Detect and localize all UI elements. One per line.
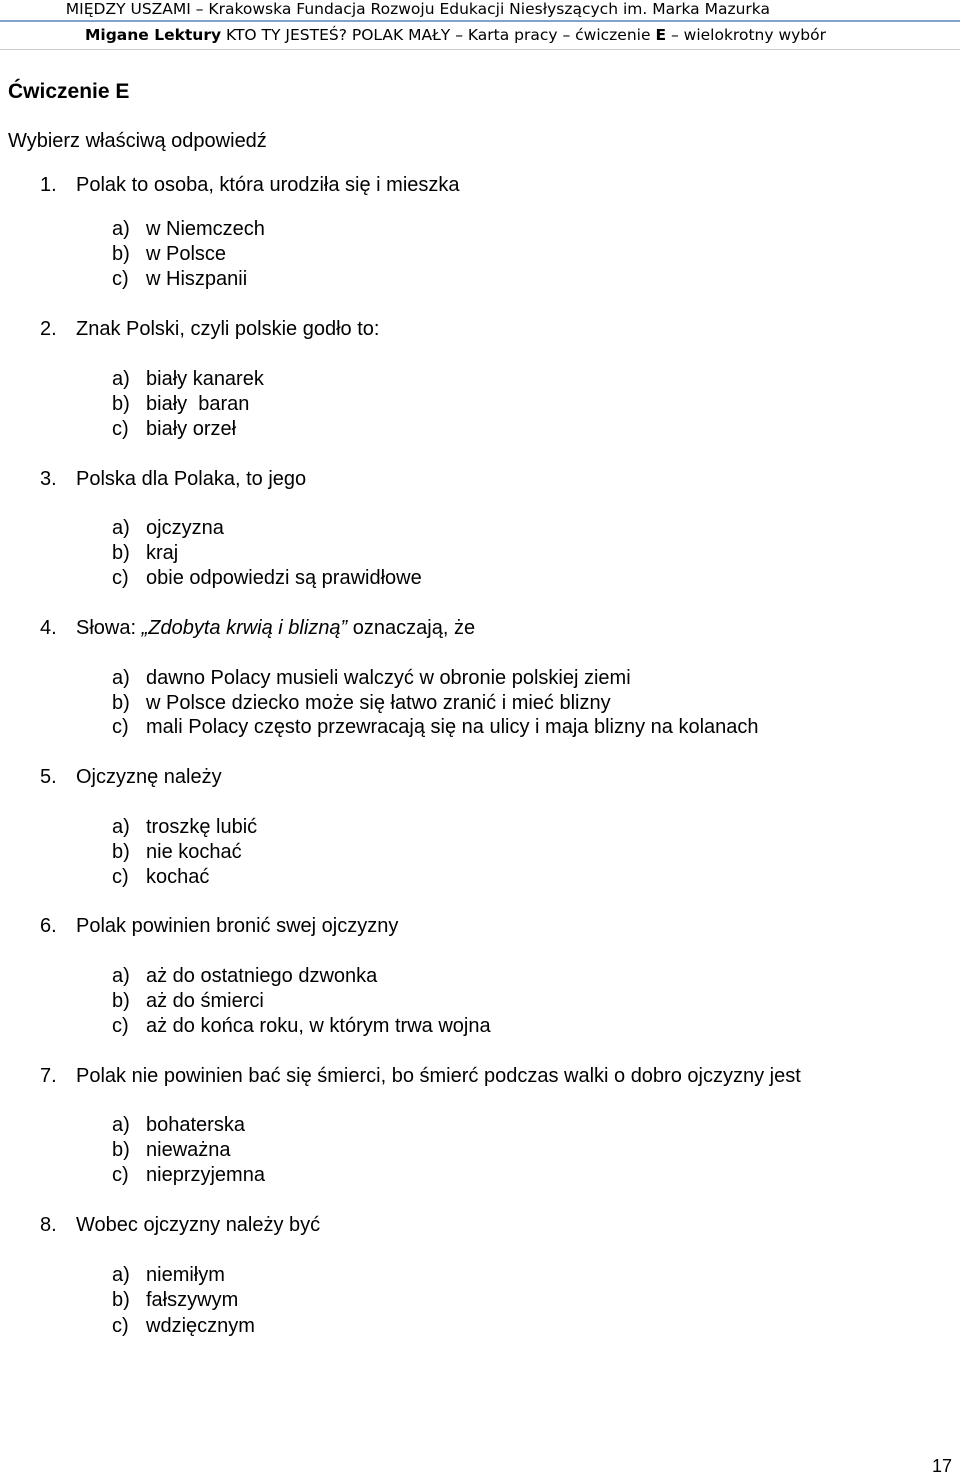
option-text: w Polsce bbox=[146, 243, 227, 265]
option-letter: b) bbox=[112, 1139, 130, 1161]
option-letter: a) bbox=[112, 368, 130, 390]
header-line-1: MIĘDZY USZAMI – Krakowska Fundacja Rozwoju Edukacji Niesłyszących im. Marka Mazurka bbox=[65, 0, 770, 18]
question-5 bbox=[40, 766, 222, 789]
option-letter: b) bbox=[112, 1289, 130, 1311]
question-number: 1. bbox=[40, 174, 57, 196]
option-text: troszkę lubić bbox=[146, 816, 258, 838]
option-text: aż do śmierci bbox=[146, 990, 264, 1012]
option-7c[interactable] bbox=[112, 1164, 265, 1187]
header-divider bbox=[0, 20, 960, 22]
option-2b[interactable] bbox=[112, 393, 249, 416]
option-letter: b) bbox=[112, 243, 130, 265]
question-text: Polak nie powinien bać się śmierci, bo śmierć podczas walki o dobro ojczyzny jest bbox=[76, 1065, 801, 1087]
question-text: Znak Polski, czyli polskie godło to: bbox=[76, 318, 380, 340]
page-number: 17 bbox=[931, 1456, 952, 1476]
option-1a[interactable] bbox=[112, 218, 265, 241]
option-text: w Niemczech bbox=[146, 218, 265, 240]
option-letter: a) bbox=[112, 816, 130, 838]
question-text: Polak to osoba, która urodziła się i mieszka bbox=[76, 174, 460, 196]
option-7b[interactable] bbox=[112, 1139, 231, 1162]
option-letter: c) bbox=[112, 1015, 129, 1037]
question-number: 4. bbox=[40, 617, 57, 639]
option-letter: b) bbox=[112, 841, 130, 863]
option-8a[interactable] bbox=[112, 1264, 225, 1287]
header-line-2 bbox=[85, 26, 826, 44]
question-text: Ojczyznę należy bbox=[76, 766, 222, 788]
option-4c[interactable] bbox=[112, 716, 759, 739]
option-letter: c) bbox=[112, 716, 129, 738]
option-6a[interactable] bbox=[112, 965, 377, 988]
option-text: mali Polacy często przewracają się na ulicy i maja blizny na kolanach bbox=[146, 716, 759, 738]
question-number: 8. bbox=[40, 1214, 57, 1236]
option-text: nieważna bbox=[146, 1139, 231, 1161]
question-number: 7. bbox=[40, 1065, 57, 1087]
option-5c[interactable] bbox=[112, 866, 209, 889]
option-text: w Polsce dziecko może się łatwo zranić i mieć blizny bbox=[146, 692, 611, 714]
question-number: 2. bbox=[40, 318, 57, 340]
option-text: w Hiszpanii bbox=[146, 268, 248, 290]
option-text: obie odpowiedzi są prawidłowe bbox=[146, 567, 422, 589]
option-text: aż do końca roku, w którym trwa wojna bbox=[146, 1015, 491, 1037]
option-text: kochać bbox=[146, 866, 210, 888]
exercise-title: Ćwiczenie E bbox=[8, 80, 130, 103]
option-8c[interactable] bbox=[112, 1315, 255, 1338]
option-letter: b) bbox=[112, 692, 130, 714]
question-text: Polak powinien bronić swej ojczyzny bbox=[76, 915, 399, 937]
option-letter: a) bbox=[112, 1114, 130, 1136]
option-1c[interactable] bbox=[112, 268, 247, 291]
option-text: wdzięcznym bbox=[146, 1315, 255, 1337]
option-3b[interactable] bbox=[112, 542, 178, 565]
question-text-end: oznaczają, że bbox=[347, 617, 476, 639]
question-2 bbox=[40, 318, 379, 341]
question-3 bbox=[40, 468, 306, 491]
option-3a[interactable] bbox=[112, 517, 224, 540]
option-5a[interactable] bbox=[112, 816, 257, 839]
option-text: dawno Polacy musieli walczyć w obronie polskiej ziemi bbox=[146, 667, 631, 689]
option-6b[interactable] bbox=[112, 990, 264, 1013]
question-8 bbox=[40, 1214, 320, 1237]
option-4a[interactable] bbox=[112, 667, 631, 690]
option-letter: a) bbox=[112, 517, 130, 539]
question-text: Słowa: bbox=[76, 617, 142, 639]
option-text: biały kanarek bbox=[146, 368, 264, 390]
option-text: bohaterska bbox=[146, 1114, 245, 1136]
option-letter: c) bbox=[112, 418, 129, 440]
option-4b[interactable] bbox=[112, 692, 611, 715]
option-text: ojczyzna bbox=[146, 517, 224, 539]
option-letter: c) bbox=[112, 268, 129, 290]
option-letter: a) bbox=[112, 667, 130, 689]
question-number: 3. bbox=[40, 468, 57, 490]
option-text: fałszywym bbox=[146, 1289, 239, 1311]
option-6c[interactable] bbox=[112, 1015, 491, 1038]
question-quote: „Zdobyta krwią i blizną” bbox=[141, 617, 348, 639]
option-2a[interactable] bbox=[112, 368, 264, 391]
header-series: Migane Lektury bbox=[84, 26, 222, 44]
question-6 bbox=[40, 915, 398, 938]
header-subtitle-1: KTO TY JESTEŚ? POLAK MAŁY – Karta pracy – ćwiczenie bbox=[221, 26, 656, 44]
option-letter: c) bbox=[112, 567, 129, 589]
option-text: niemiłym bbox=[146, 1264, 225, 1286]
option-letter: a) bbox=[112, 1264, 130, 1286]
option-letter: a) bbox=[112, 965, 130, 987]
option-1b[interactable] bbox=[112, 243, 226, 266]
option-text: biały orzeł bbox=[146, 418, 237, 440]
question-number: 6. bbox=[40, 915, 57, 937]
question-7 bbox=[40, 1065, 801, 1088]
option-text: nieprzyjemna bbox=[146, 1164, 265, 1186]
option-letter: b) bbox=[112, 990, 130, 1012]
option-text: nie kochać bbox=[146, 841, 242, 863]
question-text: Polska dla Polaka, to jego bbox=[76, 468, 307, 490]
option-letter: c) bbox=[112, 866, 129, 888]
option-text: aż do ostatniego dzwonka bbox=[146, 965, 378, 987]
option-letter: b) bbox=[112, 542, 130, 564]
option-3c[interactable] bbox=[112, 567, 422, 590]
option-5b[interactable] bbox=[112, 841, 242, 864]
option-text: kraj bbox=[146, 542, 179, 564]
option-7a[interactable] bbox=[112, 1114, 245, 1137]
question-4 bbox=[40, 617, 475, 640]
header-exercise-letter: E bbox=[655, 26, 667, 44]
question-text: Wobec ojczyzny należy być bbox=[76, 1214, 321, 1236]
question-number: 5. bbox=[40, 766, 57, 788]
header-subtitle-2: – wielokrotny wybór bbox=[666, 26, 826, 44]
option-8b[interactable] bbox=[112, 1289, 238, 1312]
option-2c[interactable] bbox=[112, 418, 236, 441]
option-letter: c) bbox=[112, 1315, 129, 1337]
instruction: Wybierz właściwą odpowiedź bbox=[8, 130, 267, 152]
option-text: biały baran bbox=[146, 393, 250, 415]
option-letter: b) bbox=[112, 393, 130, 415]
option-letter: c) bbox=[112, 1164, 129, 1186]
header-divider-2 bbox=[0, 49, 960, 50]
question-1 bbox=[40, 174, 460, 197]
option-letter: a) bbox=[112, 218, 130, 240]
